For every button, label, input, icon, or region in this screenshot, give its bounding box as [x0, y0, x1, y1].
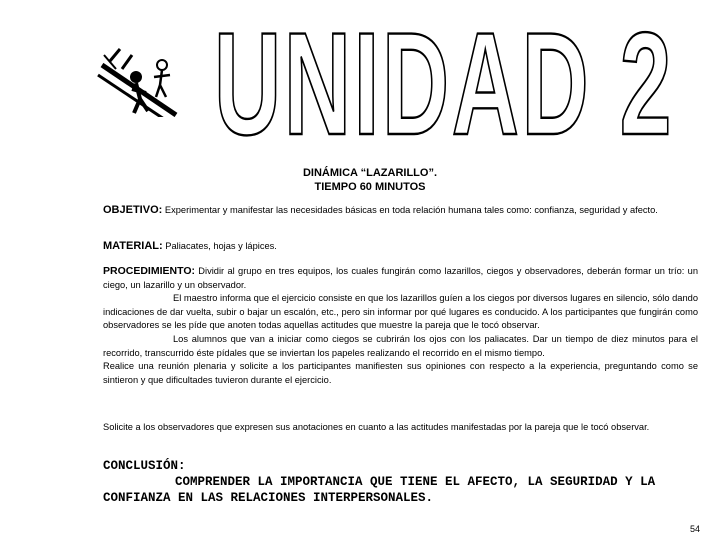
objective-label: OBJETIVO: [103, 204, 163, 216]
procedure-section [103, 265, 698, 387]
figures-crossing-bridge-icon [96, 45, 182, 117]
activity-duration: TIEMPO 60 MINUTOS [314, 181, 426, 193]
unit-title [214, 8, 684, 148]
material-section [103, 240, 698, 254]
observers-note: Solicite a los observadores que expresen sus anotaciones en cuanto a las actitudes manifestadas por la pareja que le tocó observar. [103, 422, 650, 432]
conclusion-text: COMPRENDER LA IMPORTANCIA QUE TIENE EL AFECTO, LA SEGURIDAD Y LA CONFIANZA EN LAS RELACIONES INTERPERSONALES. [103, 475, 656, 505]
activity-title: DINÁMICA “LAZARILLO”. [302, 167, 438, 179]
conclusion-section [103, 458, 703, 506]
activity-heading [230, 166, 510, 194]
procedure-paragraph-1: Dividir al grupo en tres equipos, los cuales fungirán como lazarillos, ciegos y observadores, deberán formar un trío: un ciego, un lazarillo y un observador. [103, 266, 698, 290]
material-text: Paliacates, hojas y lápices. [162, 241, 277, 251]
objective-text: Experimentar y manifestar las necesidades básicas en toda relación humana tales como: confianza, seguridad y afecto. [162, 205, 658, 215]
svg-text:UNIDAD 2: UNIDAD 2 [214, 8, 674, 148]
procedure-paragraph-3: Los alumnos que van a iniciar como ciegos se cubrirán los ojos con los paliacates. Dar un tiempo de diez minutos para el recorrido, transcurrido éste pídales que se inviertan los papeles realizando el recorrido en el mismo tiempo. [103, 333, 698, 358]
page-number: 54 [690, 524, 701, 534]
procedure-paragraph-2: El maestro informa que el ejercicio consiste en que los lazarillos guíen a los ciegos por diversos lugares en silencio, sólo dando indicaciones de dar vuelta, subir o bajar un escalón, etc., pero sin informar por qué lugares es conducido. A los participantes que fungirán como observadores se les píde que anoten todas aquellas actitudes que muestre la pareja que le tocó observar. [103, 293, 698, 331]
procedure-paragraph-4: Realice una reunión plenaria y solicite a los participantes manifiesten sus opiniones con respecto a la experiencia, preguntando como se sintieron y que dificultades tuvieron durante el ejercicio. [103, 361, 698, 385]
objective-section [103, 204, 698, 218]
procedure-label: PROCEDIMIENTO: [103, 265, 195, 277]
conclusion-label: CONCLUSIÓN: [103, 459, 186, 473]
material-label: MATERIAL: [103, 240, 163, 252]
